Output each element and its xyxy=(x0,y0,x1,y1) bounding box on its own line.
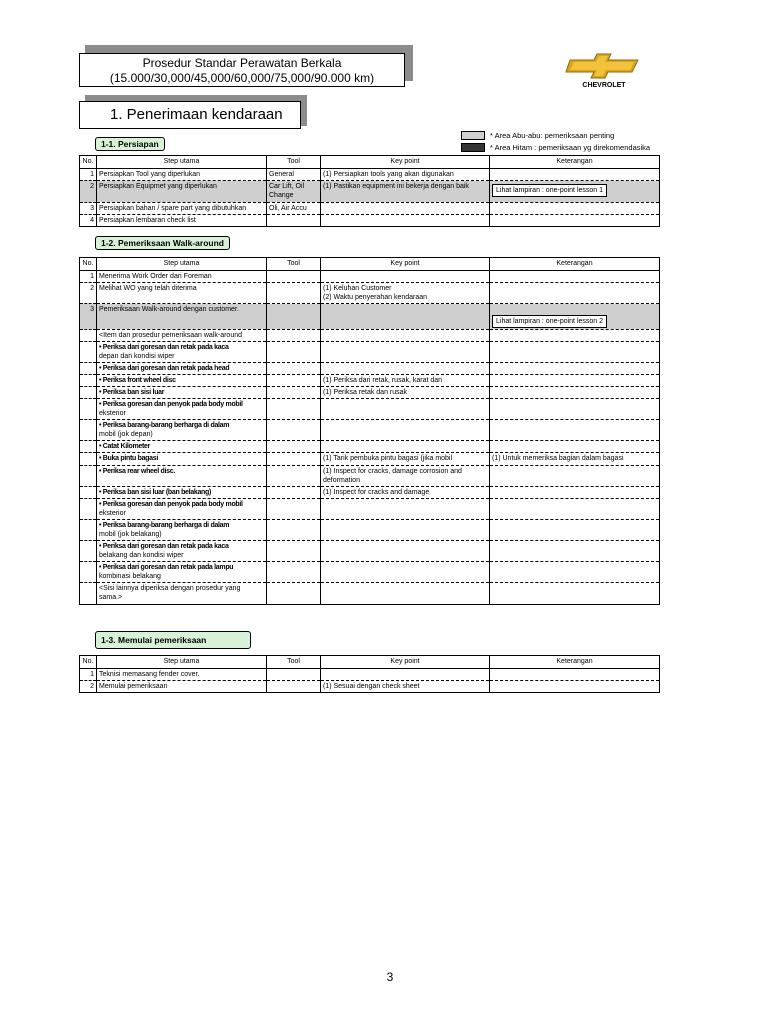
cell-step: • Catat Kilometer xyxy=(97,441,267,453)
cell-step: • Periksa ban sisi luar (ban belakang) xyxy=(97,487,267,499)
table-row xyxy=(80,169,660,181)
subsection-walk-around: 1-2. Pemeriksaan Walk-around xyxy=(95,236,230,250)
cell-ket xyxy=(490,271,660,283)
table-row xyxy=(80,363,660,375)
table-header xyxy=(80,156,660,169)
cell-no: 3 xyxy=(80,203,97,215)
legend-grey-swatch xyxy=(461,131,485,140)
cell-no xyxy=(80,541,97,562)
key-line-1: (1) Inspect for cracks, damage corrosion and xyxy=(323,468,462,475)
table-row xyxy=(80,375,660,387)
cell-step: Melihat WO yang telah diterima xyxy=(97,283,267,304)
cell-key xyxy=(321,283,490,304)
cell-step: • Buka pintu bagasi xyxy=(97,453,267,466)
table-row xyxy=(80,499,660,520)
col-tool: Tool xyxy=(267,156,321,169)
cell-key xyxy=(321,520,490,541)
step-line-2: sama.> xyxy=(99,594,123,601)
cell-tool xyxy=(267,330,321,342)
step-line-1: • Periksa dari goresan dan retak pada kaca xyxy=(99,543,229,550)
cell-step: <Item dan prosedur pemeriksaan walk-around xyxy=(97,330,267,342)
cell-ket xyxy=(490,583,660,605)
cell-key xyxy=(321,203,490,215)
cell-key xyxy=(321,271,490,283)
cell-no: 1 xyxy=(80,271,97,283)
cell-key xyxy=(321,441,490,453)
table-row xyxy=(80,487,660,499)
step-line-1: • Periksa dari goresan dan retak pada lampu xyxy=(99,564,234,571)
cell-step: • Periksa dari goresan dan retak pada head xyxy=(97,363,267,375)
chevrolet-logo xyxy=(564,48,644,90)
cell-no xyxy=(80,375,97,387)
cell-key xyxy=(321,342,490,363)
cell-no xyxy=(80,562,97,583)
col-key: Key point xyxy=(321,258,490,271)
brand-wordmark: CHEVROLET xyxy=(582,82,626,89)
title-line-2: (15.000/30,000/45,000/60,000/75,000/90.000 km) xyxy=(109,71,375,85)
cell-key: (1) Persiapkan tools yang akan digunakan xyxy=(321,169,490,181)
cell-no xyxy=(80,453,97,466)
cell-tool: General xyxy=(267,169,321,181)
cell-no: 2 xyxy=(80,681,97,693)
table-row xyxy=(80,669,660,681)
cell-key xyxy=(321,215,490,227)
cell-step xyxy=(97,399,267,420)
table-row xyxy=(80,520,660,541)
cell-key xyxy=(321,399,490,420)
cell-ket xyxy=(490,562,660,583)
legend-grey-label: * Area Abu-abu: pemeriksaan penting xyxy=(490,131,615,140)
cell-tool xyxy=(267,271,321,283)
cell-no xyxy=(80,363,97,375)
cell-step xyxy=(97,420,267,441)
cell-ket xyxy=(490,283,660,304)
cell-no: 1 xyxy=(80,669,97,681)
cell-ket xyxy=(490,441,660,453)
cell-tool xyxy=(267,520,321,541)
cell-no xyxy=(80,499,97,520)
legend-black-label: * Area Hitam : pemeriksaan yg direkomendasika xyxy=(490,143,651,152)
step-line-2: belakang dan kondisi wiper xyxy=(99,552,184,559)
cell-step: Teknisi memasang fender cover. xyxy=(97,669,267,681)
cell-tool: Car Lift, Oil Change xyxy=(267,181,321,203)
cell-no xyxy=(80,330,97,342)
document-title xyxy=(79,53,405,87)
table-row xyxy=(80,215,660,227)
cell-tool xyxy=(267,387,321,399)
cell-no xyxy=(80,441,97,453)
lesson-reference: Lihat lampiran : one-point lesson 1 xyxy=(492,184,607,197)
step-line-1: • Periksa barang-barang berharga di dalam xyxy=(99,522,230,529)
col-ket: Keterangan xyxy=(490,656,660,669)
cell-tool xyxy=(267,487,321,499)
cell-ket xyxy=(490,466,660,487)
col-key: Key point xyxy=(321,656,490,669)
table-row xyxy=(80,203,660,215)
cell-step: Menerima Work Order dari Foreman xyxy=(97,271,267,283)
cell-tool xyxy=(267,499,321,520)
cell-ket xyxy=(490,215,660,227)
cell-step: • Periksa ban sisi luar xyxy=(97,387,267,399)
cell-ket xyxy=(490,681,660,693)
table-row xyxy=(80,387,660,399)
cell-key: (1) Periksa retak dan rusak xyxy=(321,387,490,399)
cell-tool xyxy=(267,304,321,330)
cell-key: (1) Pastikan equipment ini bekerja dengan baik xyxy=(321,181,490,203)
cell-step: Persiapkan lembaran check list xyxy=(97,215,267,227)
cell-ket xyxy=(490,330,660,342)
cell-tool xyxy=(267,283,321,304)
table-header xyxy=(80,656,660,669)
cell-tool xyxy=(267,441,321,453)
cell-no: 1 xyxy=(80,169,97,181)
subsection-memulai: 1-3. Memulai pemeriksaan xyxy=(95,631,251,649)
table-header xyxy=(80,258,660,271)
table-row xyxy=(80,283,660,304)
cell-tool xyxy=(267,363,321,375)
cell-tool xyxy=(267,399,321,420)
cell-step xyxy=(97,342,267,363)
cell-ket xyxy=(490,499,660,520)
cell-key xyxy=(321,499,490,520)
table-row xyxy=(80,441,660,453)
cell-key xyxy=(321,420,490,441)
cell-no xyxy=(80,399,97,420)
table-row xyxy=(80,453,660,466)
key-line-2: deformation xyxy=(323,477,360,484)
cell-no xyxy=(80,342,97,363)
step-line-2: depan dan kondisi wiper xyxy=(99,353,175,360)
step-line-1: • Periksa goresan dan penyok pada body mobil xyxy=(99,401,243,408)
cell-ket xyxy=(490,375,660,387)
legend-black-swatch xyxy=(461,143,485,152)
col-no: No. xyxy=(80,156,97,169)
col-key: Key point xyxy=(321,156,490,169)
cell-ket xyxy=(490,304,660,330)
cell-ket xyxy=(490,541,660,562)
table-memulai xyxy=(79,655,660,693)
cell-step xyxy=(97,499,267,520)
step-line-2: mobil (jok depan) xyxy=(99,431,153,438)
col-step: Step utama xyxy=(97,156,267,169)
cell-step xyxy=(97,541,267,562)
cell-tool xyxy=(267,466,321,487)
cell-tool xyxy=(267,583,321,605)
cell-key xyxy=(321,583,490,605)
cell-ket xyxy=(490,399,660,420)
col-step: Step utama xyxy=(97,656,267,669)
cell-no: 2 xyxy=(80,181,97,203)
cell-ket xyxy=(490,669,660,681)
table-row xyxy=(80,342,660,363)
step-line-2: eksterior xyxy=(99,410,126,417)
step-line-1: • Periksa goresan dan penyok pada body mobil xyxy=(99,501,243,508)
col-ket: Keterangan xyxy=(490,258,660,271)
cell-ket xyxy=(490,342,660,363)
cell-key xyxy=(321,669,490,681)
key-line-1: (1) Keluhan Customer xyxy=(323,285,392,292)
table-row xyxy=(80,541,660,562)
table-row xyxy=(80,181,660,203)
table-row xyxy=(80,466,660,487)
cell-no xyxy=(80,466,97,487)
cell-tool xyxy=(267,453,321,466)
table-row xyxy=(80,420,660,441)
table-persiapan xyxy=(79,155,660,227)
cell-tool xyxy=(267,375,321,387)
col-tool: Tool xyxy=(267,656,321,669)
section-title: 1. Penerimaan kendaraan xyxy=(79,101,301,129)
cell-ket xyxy=(490,420,660,441)
step-line-1: • Periksa barang-barang berharga di dalam xyxy=(99,422,230,429)
cell-key xyxy=(321,304,490,330)
cell-no: 2 xyxy=(80,283,97,304)
cell-no xyxy=(80,420,97,441)
cell-tool xyxy=(267,681,321,693)
step-line-1: • Periksa dari goresan dan retak pada kaca xyxy=(99,344,229,351)
col-no: No. xyxy=(80,656,97,669)
step-line-2: mobil (jok belakang) xyxy=(99,531,162,538)
cell-tool xyxy=(267,342,321,363)
cell-step: Memulai pemeriksaan xyxy=(97,681,267,693)
cell-tool xyxy=(267,420,321,441)
cell-ket xyxy=(490,203,660,215)
table-row xyxy=(80,399,660,420)
cell-no xyxy=(80,583,97,605)
title-line-1: Prosedur Standar Perawatan Berkala xyxy=(142,56,342,70)
cell-tool xyxy=(267,562,321,583)
key-line-2: (2) Waktu penyerahan kendaraan xyxy=(323,294,428,301)
subsection-persiapan: 1-1. Persiapan xyxy=(95,137,165,151)
lesson-reference: Lihat lampiran : one-point lesson 2 xyxy=(492,315,607,328)
cell-step: Persiapkan bahan / spare part yang dibutuhkan xyxy=(97,203,267,215)
cell-tool: Oli, Air Accu xyxy=(267,203,321,215)
table-row xyxy=(80,681,660,693)
step-line-1: <Sisi lainnya diperiksa dengan prosedur yang xyxy=(99,585,241,592)
cell-step xyxy=(97,562,267,583)
col-no: No. xyxy=(80,258,97,271)
cell-step: Persiapkan Tool yang diperlukan xyxy=(97,169,267,181)
cell-step: • Periksa front wheel disc xyxy=(97,375,267,387)
cell-step xyxy=(97,520,267,541)
col-step: Step utama xyxy=(97,258,267,271)
cell-step: Persiapkan Equipmet yang diperlukan xyxy=(97,181,267,203)
cell-key xyxy=(321,466,490,487)
cell-no xyxy=(80,520,97,541)
step-line-2: eksterior xyxy=(99,510,126,517)
cell-key xyxy=(321,562,490,583)
cell-ket xyxy=(490,169,660,181)
table-row xyxy=(80,271,660,283)
cell-key xyxy=(321,363,490,375)
cell-ket: (1) Untuk memeriksa bagian dalam bagasi xyxy=(490,453,660,466)
cell-key: (1) Inspect for cracks and damage xyxy=(321,487,490,499)
cell-step: • Periksa rear wheel disc. xyxy=(97,466,267,487)
cell-ket xyxy=(490,181,660,203)
cell-tool xyxy=(267,669,321,681)
cell-step: Pemeriksaan Walk-around dengan customer. xyxy=(97,304,267,330)
table-walk-around xyxy=(79,257,660,605)
cell-key: (1) Tarik pembuka pintu bagasi (jika mobil xyxy=(321,453,490,466)
cell-no xyxy=(80,387,97,399)
col-tool: Tool xyxy=(267,258,321,271)
cell-ket xyxy=(490,387,660,399)
cell-no: 3 xyxy=(80,304,97,330)
cell-ket xyxy=(490,363,660,375)
cell-tool xyxy=(267,215,321,227)
cell-tool xyxy=(267,541,321,562)
step-line-2: kombinasi belakang xyxy=(99,573,161,580)
cell-step xyxy=(97,583,267,605)
cell-no xyxy=(80,487,97,499)
table-row xyxy=(80,562,660,583)
col-ket: Keterangan xyxy=(490,156,660,169)
cell-no: 4 xyxy=(80,215,97,227)
cell-key: (1) Sesuai dengan check sheet xyxy=(321,681,490,693)
table-row xyxy=(80,330,660,342)
cell-key: (1) Periksa dari retak, rusak, karat dan xyxy=(321,375,490,387)
cell-ket xyxy=(490,520,660,541)
table-row xyxy=(80,583,660,605)
cell-key xyxy=(321,541,490,562)
cell-key xyxy=(321,330,490,342)
page-number: 3 xyxy=(386,970,394,984)
cell-ket xyxy=(490,487,660,499)
table-row xyxy=(80,304,660,330)
